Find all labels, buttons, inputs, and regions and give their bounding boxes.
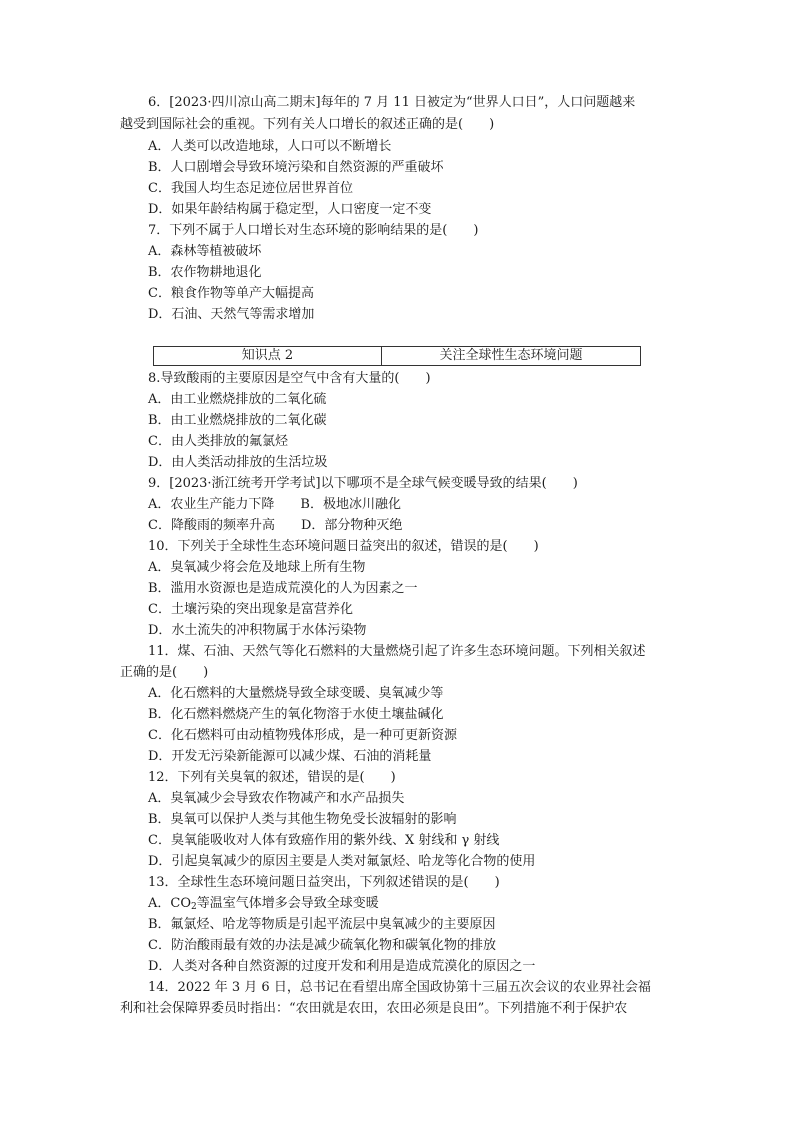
- question-12-stem: 12．下列有关臭氧的叙述，错误的是( ): [148, 770, 396, 785]
- question-6-line-1: 6．[2023·四川凉山高二期末]每年的 7 月 11 日被定为“世界人口日”，人口问题越来: [148, 95, 636, 110]
- question-11-option-a: A．化石燃料的大量燃烧导致全球变暖、臭氧减少等: [148, 686, 444, 701]
- question-11-line-2: 正确的是( ): [120, 665, 209, 680]
- question-13-option-d: D．人类对各种自然资源的过度开发和利用是造成荒漠化的原因之一: [148, 959, 536, 974]
- question-12-option-c: C．臭氧能吸收对人体有致癌作用的紫外线、X 射线和 γ 射线: [148, 833, 500, 848]
- question-12-option-d: D．引起臭氧减少的原因主要是人类对氟氯烃、哈龙等化合物的使用: [148, 854, 536, 869]
- question-6-option-a: A．人类可以改造地球，人口可以不断增长: [148, 139, 392, 154]
- question-8-option-a: A．由工业燃烧排放的二氧化硫: [148, 392, 327, 407]
- question-8-option-c: C．由人类排放的氟氯烃: [148, 434, 288, 449]
- question-11-option-c: C．化石燃料可由动植物残体形成，是一种可更新资源: [148, 728, 457, 743]
- question-14-line-1: 14．2022 年 3 月 6 日，总书记在看望出席全国政协第十三届五次会议的农业界社会福: [148, 980, 651, 995]
- question-6-option-c: C．我国人均生态足迹位居世界首位: [148, 181, 353, 196]
- question-9-stem: 9．[2023·浙江统考开学考试]以下哪项不是全球气候变暖导致的结果( ): [148, 476, 578, 491]
- question-13-stem: 13．全球性生态环境问题日益突出，下列叙述错误的是( ): [148, 875, 500, 890]
- question-7-option-d: D．石油、天然气等需求增加: [148, 307, 315, 322]
- question-7-stem: 7．下列不属于人口增长对生态环境的影响结果的是( ): [148, 223, 479, 238]
- question-13-option-a-prefix: A．CO: [148, 896, 191, 911]
- question-9-options-row-1: A．农业生产能力下降 B．极地冰川融化: [148, 497, 401, 512]
- question-6-line-2: 越受到国际社会的重视。下列有关人口增长的叙述正确的是( ): [120, 117, 495, 132]
- question-6-option-b: B．人口剧增会导致环境污染和自然资源的严重破坏: [148, 160, 444, 175]
- knowledge-point-label: 知识点 2: [154, 347, 382, 365]
- question-14-line-2: 利和社会保障界委员时指出：“农田就是农田，农田必须是良田”。下列措施不利于保护农: [120, 1001, 628, 1016]
- question-13-option-b: B．氟氯烃、哈龙等物质是引起平流层中臭氧减少的主要原因: [148, 917, 496, 932]
- question-10-option-c: C．土壤污染的突出现象是富营养化: [148, 602, 353, 617]
- question-12-option-b: B．臭氧可以保护人类与其他生物免受长波辐射的影响: [148, 812, 457, 827]
- question-10-option-a: A．臭氧减少将会危及地球上所有生物: [148, 560, 366, 575]
- question-6-option-d: D．如果年龄结构属于稳定型，人口密度一定不变: [148, 202, 432, 217]
- knowledge-point-title: 关注全球性生态环境问题: [439, 348, 583, 363]
- question-7-option-b: B．农作物耕地退化: [148, 265, 262, 280]
- question-11-option-d: D．开发无污染新能源可以减少煤、石油的消耗量: [148, 749, 432, 764]
- question-13-option-c: C．防治酸雨最有效的办法是减少硫氧化物和碳氧化物的排放: [148, 938, 496, 953]
- question-8-stem: 8.导致酸雨的主要原因是空气中含有大量的( ): [148, 371, 431, 386]
- question-13-option-a-text: 等温室气体增多会导致全球变暖: [196, 896, 379, 911]
- question-10-option-b: B．滥用水资源也是造成荒漠化的人为因素之一: [148, 581, 418, 596]
- co2-subscript: 2: [191, 902, 197, 912]
- question-8-option-d: D．由人类活动排放的生活垃圾: [148, 455, 328, 470]
- question-12-option-a: A．臭氧减少会导致农作物减产和水产品损失: [148, 791, 405, 806]
- question-7-option-a: A．森林等植被破坏: [148, 244, 262, 259]
- question-10-option-d: D．水土流失的冲积物属于水体污染物: [148, 623, 367, 638]
- question-8-option-b: B．由工业燃烧排放的二氧化碳: [148, 413, 327, 428]
- question-7-option-c: C．粮食作物等单产大幅提高: [148, 286, 314, 301]
- question-10-stem: 10．下列关于全球性生态环境问题日益突出的叙述，错误的是( ): [148, 539, 539, 554]
- knowledge-point-box: [153, 346, 641, 366]
- question-11-line-1: 11．煤、石油、天然气等化石燃料的大量燃烧引起了许多生态环境问题。下列相关叙述: [148, 644, 646, 659]
- question-11-option-b: B．化石燃料燃烧产生的氧化物溶于水使土壤盐碱化: [148, 707, 444, 722]
- question-9-options-row-2: C．降酸雨的频率升高 D．部分物种灭绝: [148, 518, 403, 533]
